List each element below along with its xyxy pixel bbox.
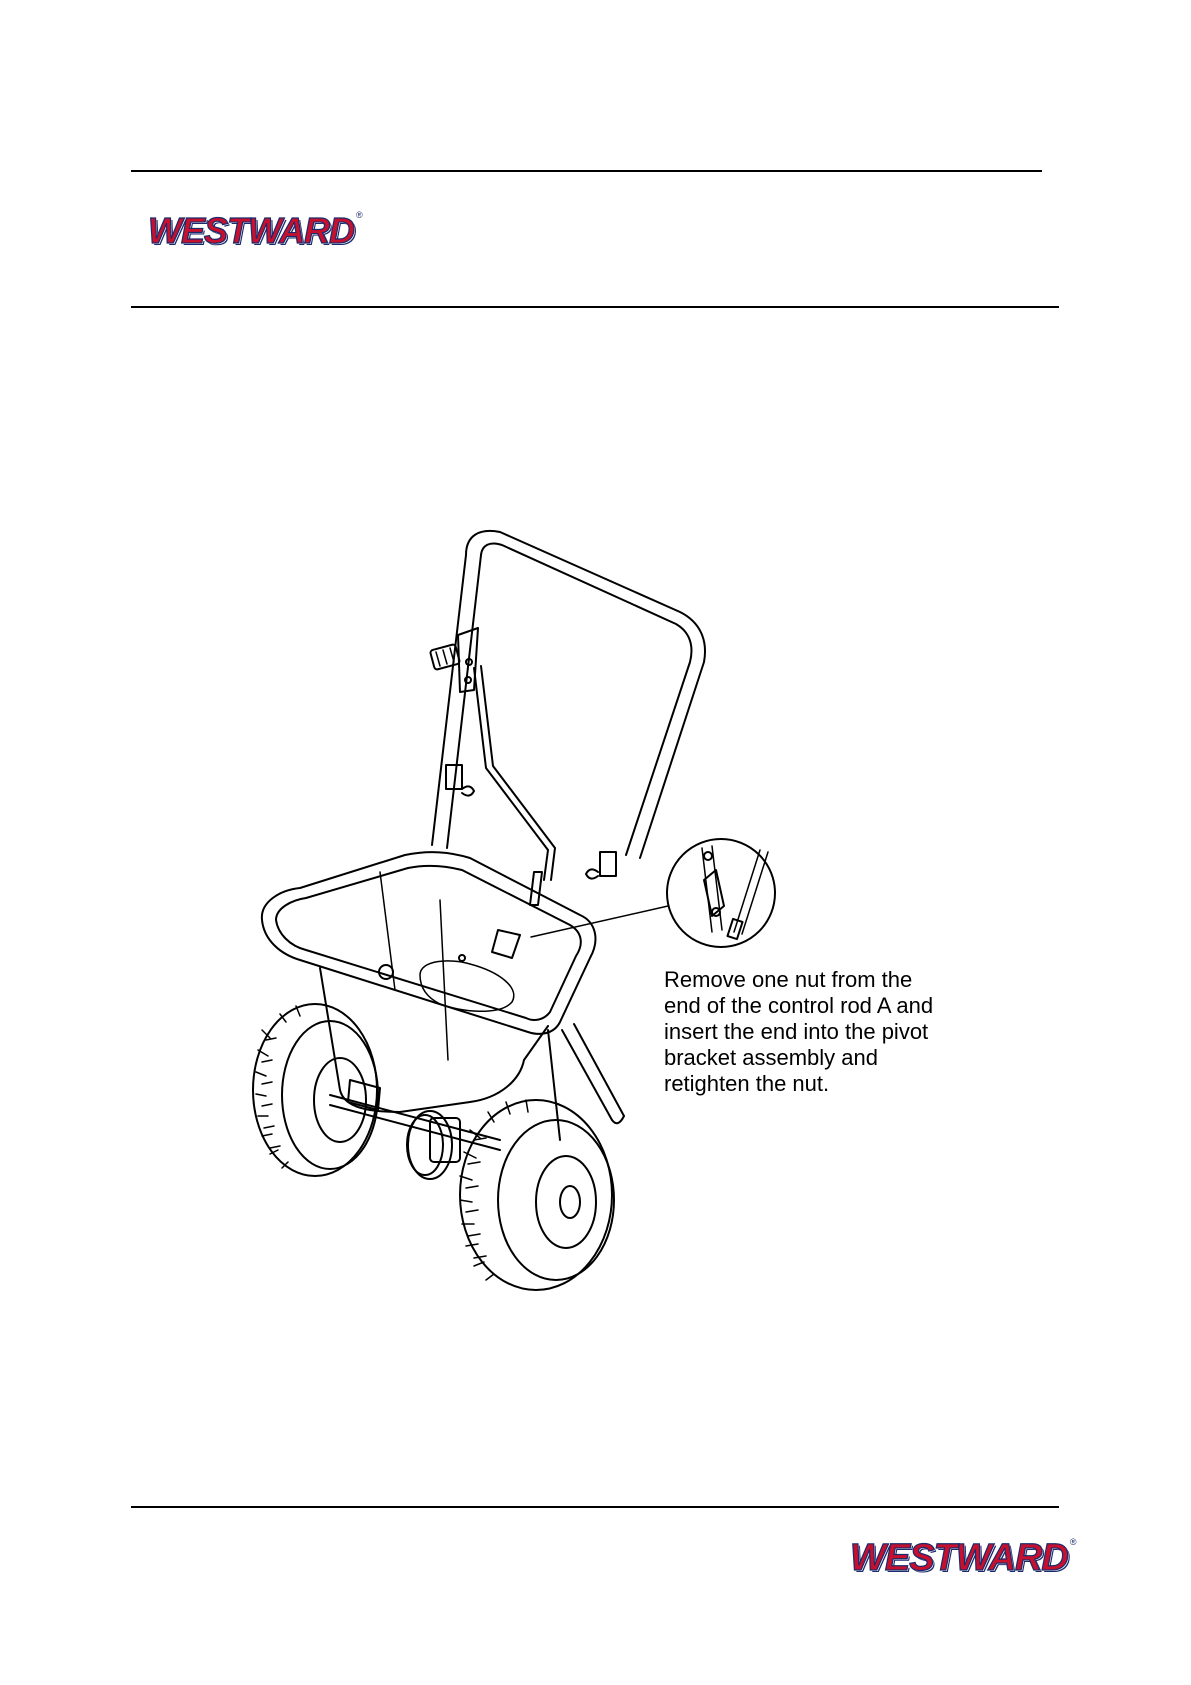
instruction-line: Remove one nut from the <box>664 967 913 992</box>
right-wheel <box>460 1100 614 1290</box>
footer-logo-text: WESTWARD <box>850 1537 1068 1579</box>
footer-rule <box>131 1506 1059 1508</box>
assembly-instruction <box>664 967 984 1097</box>
instruction-line: bracket assembly and <box>664 1045 878 1070</box>
detail-callout <box>531 839 775 947</box>
header-logo-registered: ® <box>355 210 363 220</box>
handle <box>432 531 705 858</box>
footer-logo <box>850 1537 1077 1580</box>
axle-gearbox <box>330 1080 500 1179</box>
instruction-line: insert the end into the pivot <box>664 1019 929 1044</box>
header-logo-text: WESTWARD <box>148 210 354 251</box>
handle-clamps <box>446 765 616 879</box>
hopper <box>262 852 596 1112</box>
instruction-line: end of the control rod A and <box>664 993 934 1018</box>
instruction-line: retighten the nut. <box>664 1071 830 1096</box>
left-wheel <box>253 1004 378 1176</box>
footer-logo-registered: ® <box>1069 1537 1077 1547</box>
control-rod <box>474 666 555 905</box>
